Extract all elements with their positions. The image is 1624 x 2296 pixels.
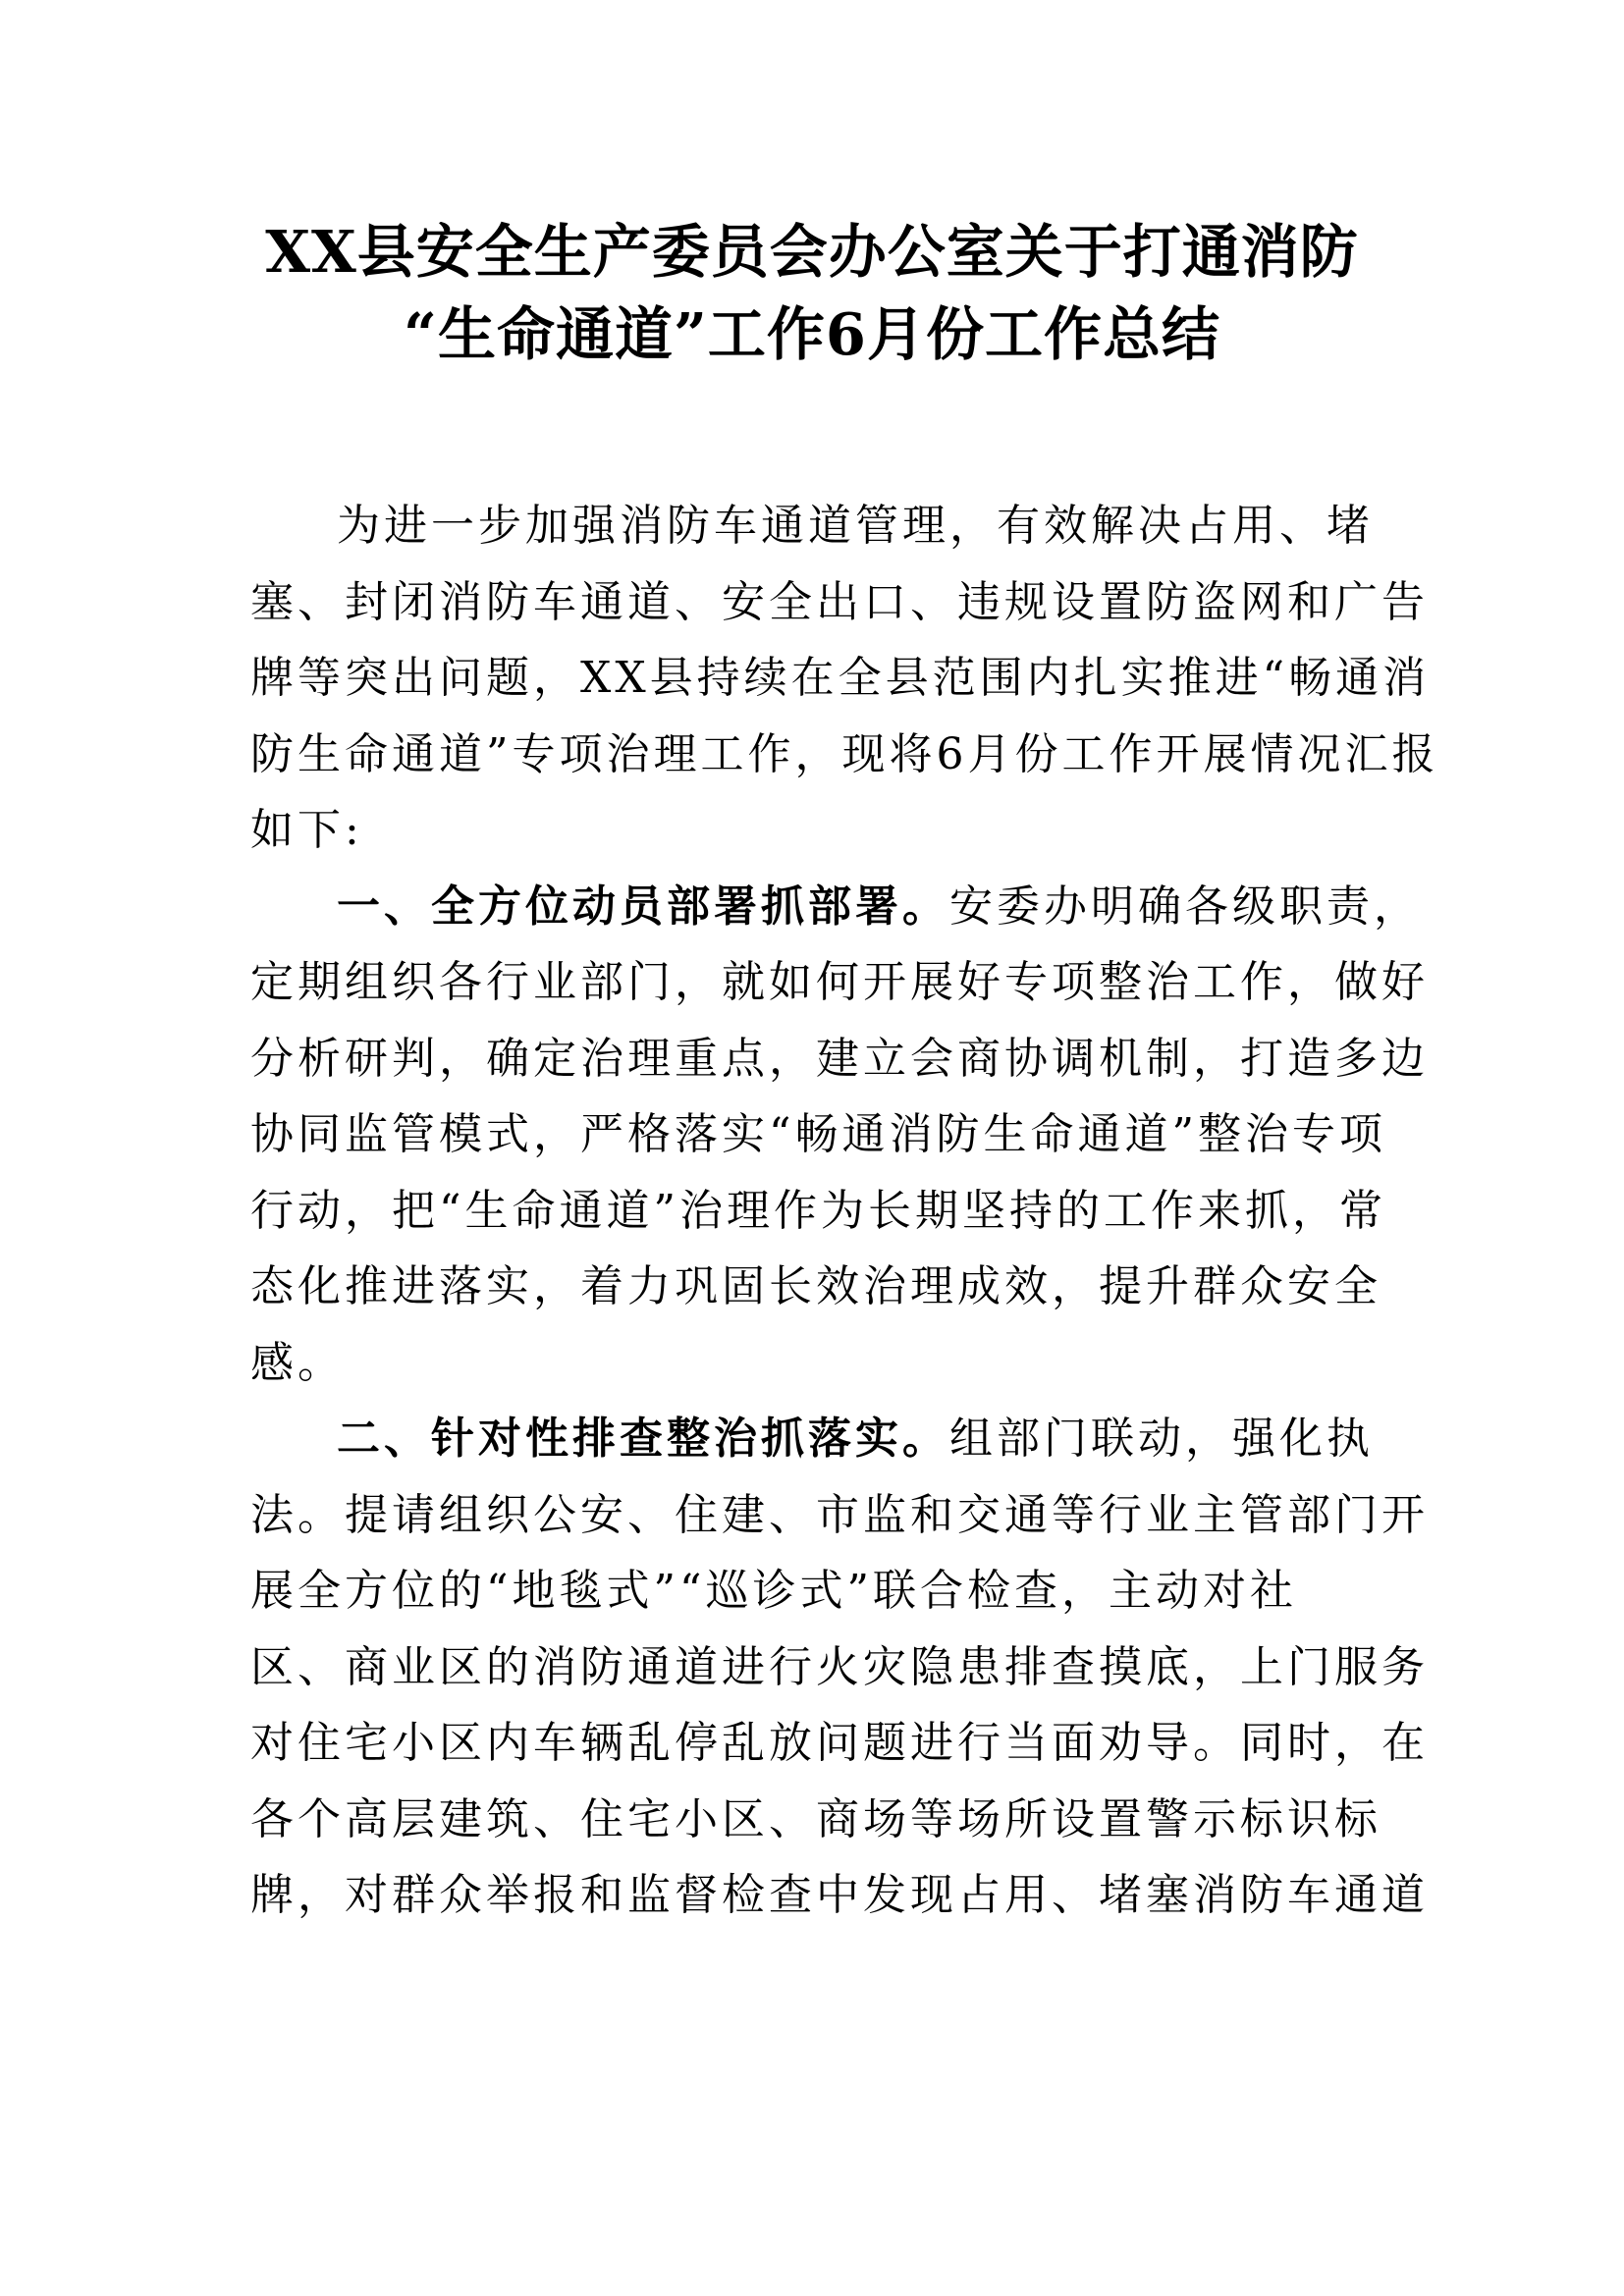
section-1-paragraph [250, 869, 1429, 1402]
document-body [250, 488, 1439, 1934]
section-1-line: 态化推进落实，着力巩固长效治理成效，提升群众安全 [250, 1261, 1381, 1311]
section-2-line: 法。提请组织公安、住建、市监和交通等行业主管部门开 [250, 1489, 1429, 1540]
section-2-first-line-text: 组部门联动，强化执 [949, 1414, 1374, 1464]
section-1-first-line [250, 869, 1421, 945]
section-2-line: 展全方位的“地毯式”“巡诊式”联合检查，主动对社 [250, 1566, 1297, 1616]
section-2-paragraph [250, 1401, 1429, 1934]
title-line-2: “生命通道”工作6月份工作总结 [404, 300, 1220, 368]
intro-line: 牌等突出问题，XX县持续在全县范围内扎实推进“畅通消 [250, 653, 1431, 703]
section-1-line: 行动，把“生命通道”治理作为长期坚持的工作来抓，常 [250, 1185, 1386, 1236]
intro-line: 塞、封闭消防车通道、安全出口、违规设置防盗网和广告 [250, 576, 1429, 627]
section-1-heading: 一、全方位动员部署抓部署。 [337, 881, 949, 932]
section-1-line: 感。 [250, 1337, 345, 1388]
section-1-line: 协同监管模式，严格落实“畅通消防生命通道”整治专项 [250, 1109, 1386, 1159]
section-1-line: 分析研判，确定治理重点，建立会商协调机制，打造多边 [250, 1033, 1429, 1084]
section-2-line: 各个高层建筑、住宅小区、商场等场所设置警示标识标 [250, 1793, 1381, 1844]
section-2-first-line [250, 1401, 1389, 1477]
section-2-line: 牌，对群众举报和监督检查中发现占用、堵塞消防车通道 [250, 1870, 1429, 1920]
section-2-heading: 二、针对性排查整治抓落实。 [337, 1414, 949, 1464]
section-1-first-line-text: 安委办明确各级职责， [949, 881, 1421, 932]
intro-line: 如下: [250, 805, 363, 855]
intro-line: 防生命通道”专项治理工作，现将6月份工作开展情况汇报 [250, 728, 1439, 779]
document-title [226, 211, 1398, 376]
intro-line: 为进一步加强消防车通道管理，有效解决占用、堵 [337, 501, 1374, 551]
intro-paragraph [250, 488, 1439, 869]
section-2-line: 对住宅小区内车辆乱停乱放问题进行当面劝导。同时，在 [250, 1718, 1429, 1768]
section-1-line: 定期组织各行业部门，就如何开展好专项整治工作，做好 [250, 957, 1429, 1007]
section-2-line: 区、商业区的消防通道进行火灾隐患排查摸底，上门服务 [250, 1641, 1429, 1692]
title-line-1: XX县安全生产委员会办公室关于打通消防 [265, 218, 1359, 286]
